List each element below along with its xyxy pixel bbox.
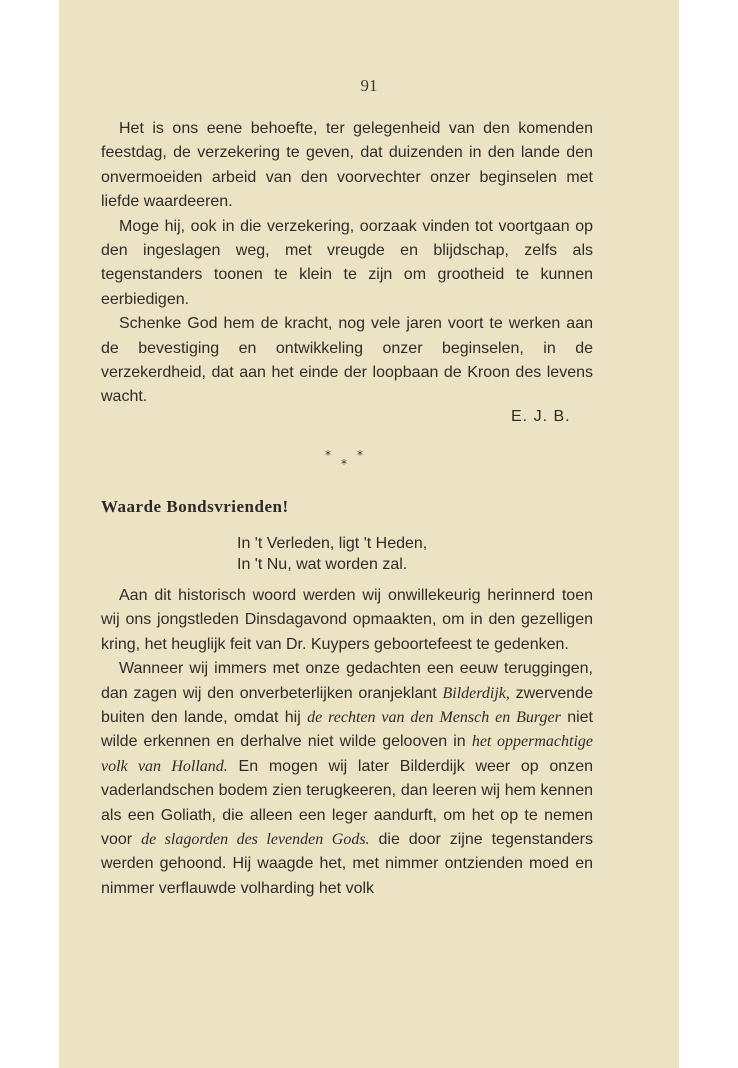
salutation-heading: Waarde Bondsvrienden! [101, 497, 289, 516]
motto-verse [237, 533, 427, 575]
asterisk-right: * [357, 448, 363, 462]
italic-ranks-of-god: de slagorden des levenden Gods. [141, 831, 370, 849]
motto-line-1: In 't Verleden, ligt 't Heden, [237, 535, 428, 552]
essay-text-run: zwervende buiten den lande, omdat hij [101, 684, 593, 727]
motto-line-2: In 't Nu, wat worden zal. [237, 556, 408, 573]
letter-paragraph-2: Moge hij, ook in die verzekering, oorzaak vinden tot voortgaan op den ingeslagen weg, met vreugde en blijdschap, zelfs als tegenstanders toonen te klein te zijn om grootheid te kunnen eerbiedigen. [101, 217, 593, 308]
signature-initials: E. J. B. [511, 408, 571, 425]
essay-text-run: die door zijne tegenstanders werden gehoond. Hij waagde het, met nimmer ontzienden moed en nimmer verflauwde volharding het volk [101, 831, 594, 897]
asterisk-middle: * [341, 457, 347, 471]
essay-body [101, 584, 593, 901]
page-number: 91 [360, 76, 378, 95]
essay-text-run: En mogen wij later Bilderdijk weer op onzen vaderlandschen bodem zien terugkeeren, dan leeren wij hem kennen als een Goliath, die alleen een leger aandurft, om het op te nemen voor [101, 757, 593, 849]
letter-body [101, 117, 593, 410]
essay-paragraph-2 [101, 657, 593, 901]
letter-paragraph-3: Schenke God hem de kracht, nog vele jaren voort te werken aan de bevestiging en ontwikkeling onzer beginselen, in de verzekerdheid, dat aan het einde der loopbaan de Kroon des levens wacht. [101, 315, 593, 406]
italic-bilderdijk: Bilderdijk, [442, 684, 510, 702]
asterisk-left: * [325, 448, 331, 462]
italic-rights-of-man: de rechten van den Mensch en Burger [307, 709, 561, 727]
asterism-divider [321, 448, 381, 478]
book-page [59, 0, 679, 1068]
essay-paragraph-1: Aan dit historisch woord werden wij onwillekeurig herinnerd toen wij ons jongstleden Dinsdagavond opmaakten, om in den gezelligen kring, het heuglijk feit van Dr. Kuypers geboortefeest te gedenken. [101, 587, 593, 653]
essay-text-run: Wanneer wij immers met onze gedachten een eeuw teruggingen, dan zagen wij den onverbeterlijken oranjeklant [101, 660, 593, 702]
letter-paragraph-1: Het is ons eene behoefte, ter gelegenheid van den komenden feestdag, de verzekering te geven, dat duizenden in den lande den onvermoeiden arbeid van den voorvechter onzer beginselen met liefde waardeeren. [101, 120, 593, 211]
italic-sovereign-people: het oppermachtige volk van Holland. [101, 733, 593, 775]
essay-text-run: niet wilde erkennen en derhalve niet wilde gelooven in [101, 709, 593, 751]
